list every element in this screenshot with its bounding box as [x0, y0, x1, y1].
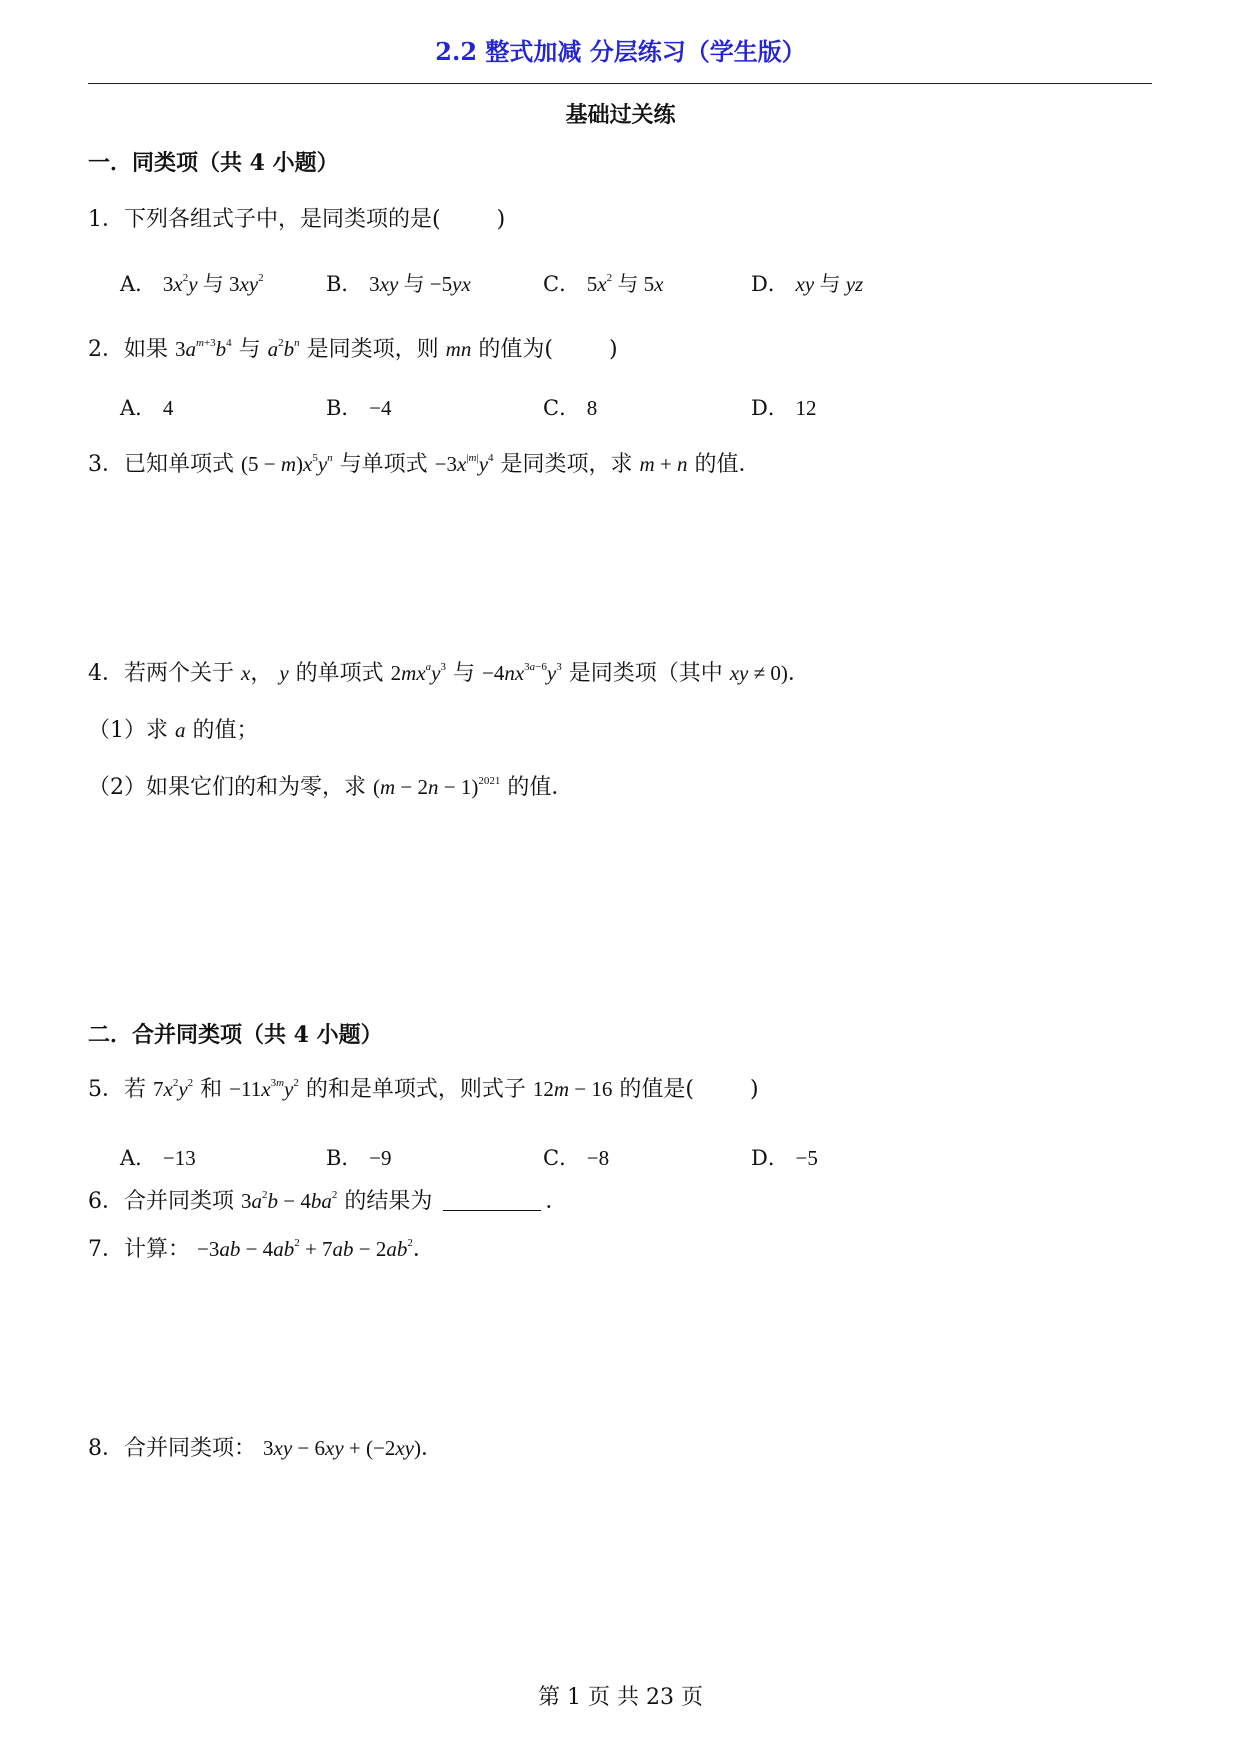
question-2: 2．如果 $3a^{m+3}b^4$ 与 $a^2b^n$ 是同类项，则 mn 的值为( )	[88, 337, 618, 362]
question-text: 下列各组式子中，是同类项的是	[124, 207, 433, 232]
question-4: 4．若两个关于 x， y 的单项式 $2mx^ay^3$ 与 $-4nx^{3a-6}y^3$ 是同类项（其中 xy ≠ 0)．	[88, 661, 810, 686]
section-heading-2: 二．合并同类项（共 4 小题）	[88, 1022, 383, 1048]
question-6: 6．合并同类项 $3a^2b - 4ba^2$ 的结果为 ．	[88, 1189, 568, 1214]
section-subtitle: 基础过关练	[565, 102, 676, 128]
question-3: 3．已知单项式 $(5 - m)x^5y^n$ 与单项式 $-3x^{|m|}y^4$ 是同类项，求 m + n 的值．	[88, 452, 761, 477]
answer-blank[interactable]	[443, 1190, 541, 1211]
q2-option-c[interactable]: C． 8	[543, 396, 598, 420]
question-7: 7．计算： $-3ab - 4ab^2 + 7ab - 2ab^2$．	[88, 1237, 435, 1262]
q2-option-b[interactable]: B． −4	[326, 396, 392, 420]
question-4-part-1: （1）求 a 的值；	[88, 718, 259, 743]
question-8: 8．合并同类项： 3xy − 6xy + (−2xy)．	[88, 1436, 444, 1461]
q5-option-c[interactable]: C． −8	[543, 1146, 610, 1170]
q1-option-d[interactable]: D． xy 与 yz	[751, 272, 864, 296]
page-title: 2.2 整式加减 分层练习（学生版）	[435, 37, 806, 66]
question-1: 1．下列各组式子中，是同类项的是( )	[88, 207, 506, 232]
question-number: 1．	[88, 207, 124, 232]
q5-option-b[interactable]: B． −9	[326, 1146, 392, 1170]
q5-option-d[interactable]: D． −5	[751, 1146, 818, 1170]
q5-option-a[interactable]: A． −13	[120, 1146, 196, 1170]
question-4-part-2: （2）如果它们的和为零，求 $(m - 2n - 1)^{2021}$ 的值．	[88, 775, 574, 800]
question-5: 5．若 $7x^2y^2$ 和 $-11x^{3m}y^2$ 的和是单项式，则式子 12m − 16 的值是( )	[88, 1077, 759, 1102]
q2-option-d[interactable]: D． 12	[751, 396, 817, 420]
q1-option-a[interactable]: A． $3x^2y$ 与 $3xy^2$	[120, 272, 264, 296]
q2-option-a[interactable]: A． 4	[120, 396, 174, 420]
q1-option-c[interactable]: C． $5x^2$ 与 5x	[543, 272, 664, 296]
section-heading-1: 一．同类项（共 4 小题）	[88, 150, 339, 176]
header-rule	[88, 83, 1152, 84]
q1-option-b[interactable]: B． 3xy 与 −5yx	[326, 272, 471, 296]
page-footer: 第 1 页 共 23 页	[538, 1685, 703, 1710]
